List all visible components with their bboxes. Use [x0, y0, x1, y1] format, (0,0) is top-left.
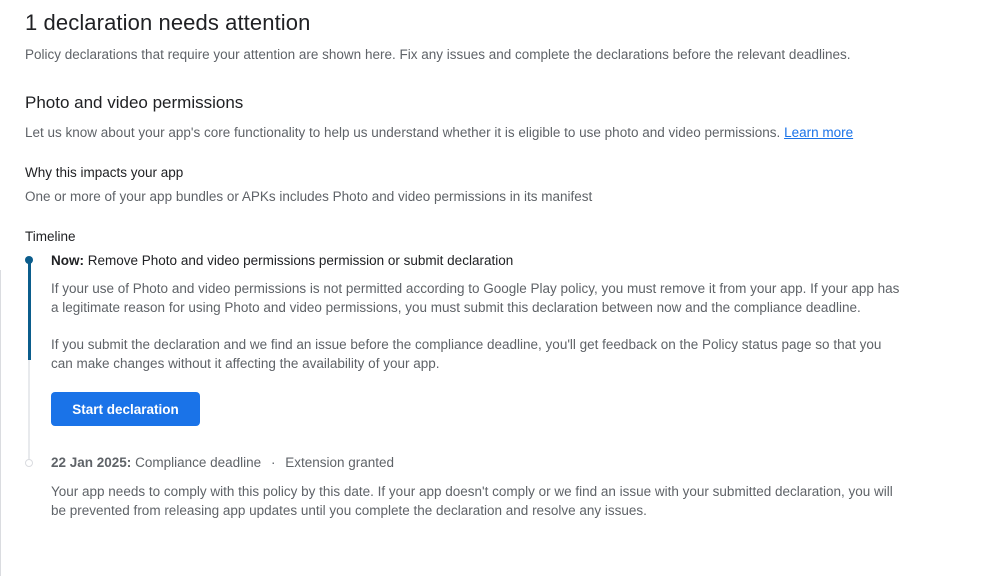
timeline-active-dot-icon: [25, 256, 33, 264]
timeline-inactive-line: [28, 360, 30, 460]
step-now-label: Now:: [51, 253, 84, 268]
step-now-paragraph-1: If your use of Photo and video permissions is not permitted according to Google Play policy, you must remove it from your app. If your app has a legitimate reason for using Photo and video permissions, you must submit this declaration between now and the compliance deadline.: [51, 281, 900, 315]
timeline-title: Timeline: [25, 229, 76, 244]
timeline-inactive-dot-icon: [25, 459, 33, 467]
step-deadline-text: Compliance deadline: [135, 455, 262, 470]
declaration-title: Photo and video permissions: [25, 93, 244, 112]
declaration-description: [25, 125, 853, 140]
declaration-description-text: Let us know about your app's core functionality to help us understand whether it is eligible to use photo and video permissions.: [25, 125, 781, 140]
page-description: Policy declarations that require your attention are shown here. Fix any issues and complete the declarations before the relevant deadlines.: [25, 47, 851, 62]
separator-dot: ·: [270, 455, 276, 470]
timeline-step-now-title: [51, 253, 513, 268]
page-title: 1 declaration needs attention: [25, 10, 311, 35]
step-now-paragraph-2: If you submit the declaration and we find an issue before the compliance deadline, you'll get feedback on the Policy status page so that you can make changes without it affecting the availability of your app.: [51, 337, 882, 371]
why-impacts-description: One or more of your app bundles or APKs includes Photo and video permissions in its manifest: [25, 189, 593, 204]
learn-more-link[interactable]: Learn more: [784, 125, 854, 140]
timeline-step-deadline-title: [51, 455, 394, 470]
start-declaration-button[interactable]: Start declaration: [51, 392, 200, 426]
left-panel-border: [0, 270, 1, 576]
step-deadline-paragraph: Your app needs to comply with this policy by this date. If your app doesn't comply or we find an issue with your submitted declaration, you will be prevented from releasing app updates until you complete the declaration and resolve any issues.: [51, 484, 893, 518]
extension-status: Extension granted: [285, 455, 395, 470]
step-deadline-date: 22 Jan 2025:: [51, 455, 132, 470]
timeline-active-line: [28, 260, 31, 360]
why-impacts-title: Why this impacts your app: [25, 165, 184, 180]
step-now-text: Remove Photo and video permissions permission or submit declaration: [87, 253, 514, 268]
